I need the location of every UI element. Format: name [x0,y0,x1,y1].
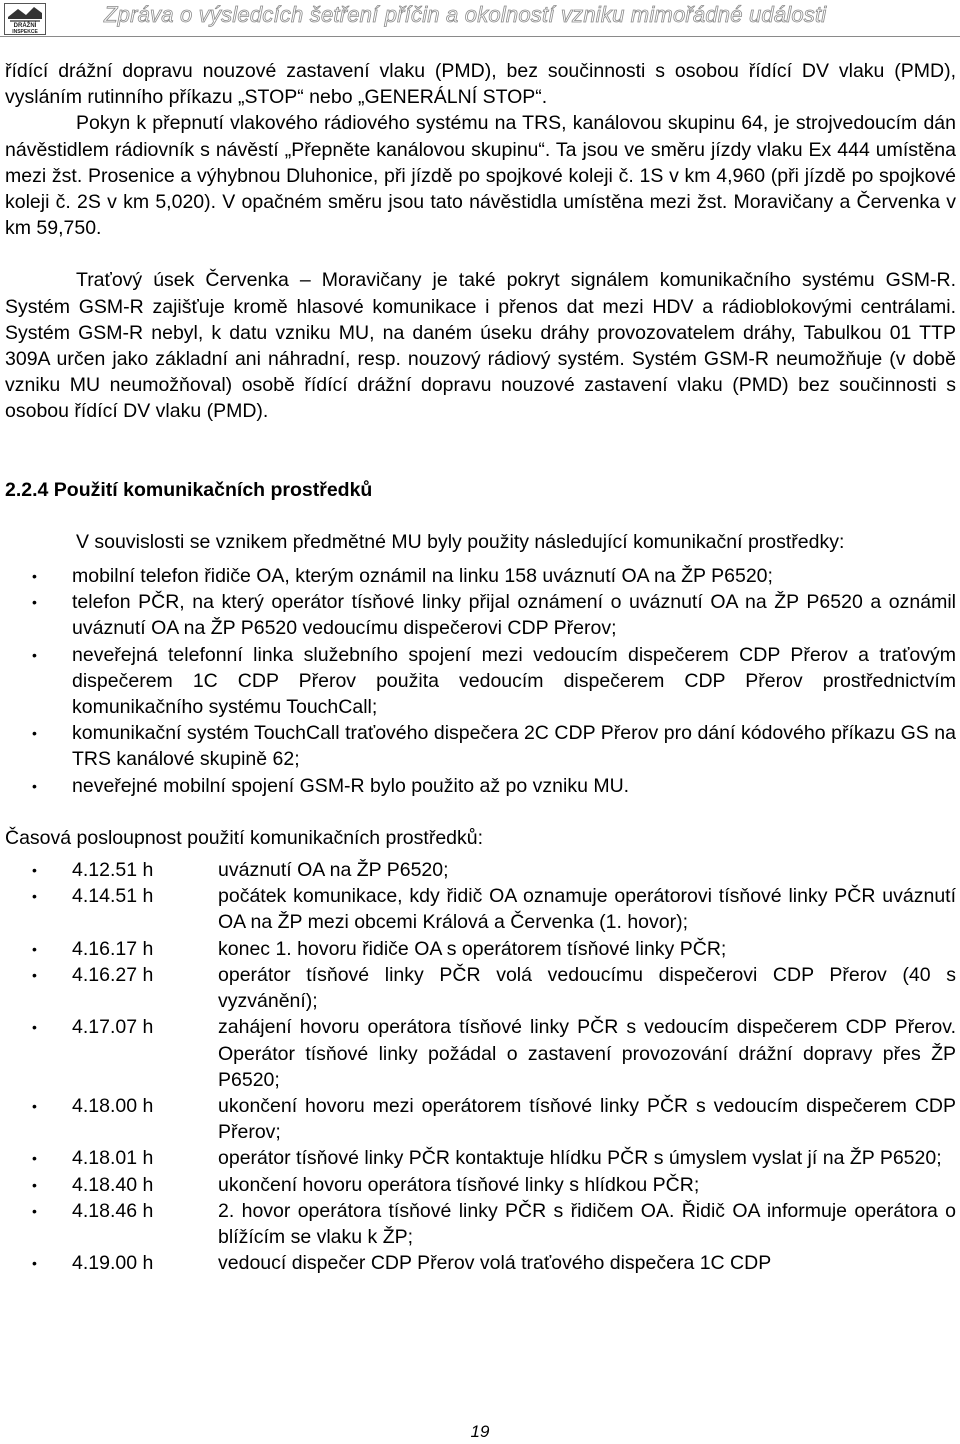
timeline-item [5,857,956,883]
list-item: • neveřejná telefonní linka služebního spojení mezi vedoucím dispečerem CDP Přerov a traťovým dispečerem 1C CDP Přerov použita vedoucím dispečerem CDP Přerov prostřednictvím komunikačního systému TouchCall; [5,642,956,721]
list-item: • telefon PČR, na který operátor tísňové linky přijal oznámení o uváznutí OA na ŽP P6520 a oznámil uváznutí OA na ŽP P6520 vedoucímu dispečerovi CDP Přerov; [5,589,956,641]
page-number: 19 [470,1422,490,1441]
timeline-time: • 4.18.46 h [72,1199,154,1222]
timeline-text: 2. hovor operátora tísňové linky PČR s řidičem OA. Řidič OA informuje operátora o blížícím se vlaku k ŽP; [218,1199,956,1248]
timeline-time: • 4.18.40 h [72,1173,154,1196]
timeline-text: ukončení hovoru operátora tísňové linky s hlídkou PČR; [218,1173,700,1196]
paragraph-3: Traťový úsek Červenka – Moravičany je také pokryt signálem komunikačního systému GSM-R. Systém GSM-R zajišťuje kromě hlasové komunikace i přenos dat mezi HDV a rádioblokovými centrálami. Systém GSM-R nebyl, k datu vzniku MU, na daném úseku dráhy provozovatelem dráhy, Tabulkou 01 TTP 309A určen jako základní ani náhradní, resp. nouzový rádiový systém. Systém GSM-R neumožňuje (v době vzniku MU neumožňoval) osobě řídící drážní dopravu nouzové zastavení vlaku (PMD) bez součinnosti s osobou řídící DV vlaku (PMD). [5,269,956,423]
header-divider [0,36,960,37]
timeline-list [5,857,956,1276]
timeline-text: zahájení hovoru operátora tísňové linky PČR s vedoucím dispečerem CDP Přerov. Operátor tísňové linky požádal o zastavení provozování drážní dopravy přes ŽP P6520; [218,1016,956,1091]
timeline-text: konec 1. hovoru řidiče OA s operátorem tísňové linky PČR; [218,937,727,960]
paragraph-4: V souvislosti se vznikem předmětné MU byly použity následující komunikační prostředky: [76,530,845,553]
timeline-text: uváznutí OA na ŽP P6520; [218,859,449,882]
timeline-time: • 4.17.07 h [72,1016,154,1039]
timeline-text: operátor tísňové linky PČR volá vedoucímu dispečerovi CDP Přerov (40 s vyzvánění); [218,963,956,1013]
page-content [5,58,956,1276]
means-list [5,563,956,799]
timeline-item [5,1198,956,1250]
timeline-time: • 4.12.51 h [72,859,154,882]
timeline-time: • 4.14.51 h [72,885,154,908]
svg-text:DRÁŽNÍ: DRÁŽNÍ [13,23,37,29]
section-heading: 2.2.4 Použití komunikačních prostředků [5,478,373,501]
timeline-time: • 4.16.27 h [72,963,154,986]
timeline-time: • 4.19.00 h [72,1252,154,1275]
list-item: • mobilní telefon řidiče OA, kterým oznámil na linku 158 uváznutí OA na ŽP P6520; [5,563,956,589]
paragraph-1: řídící drážní dopravu nouzové zastavení vlaku (PMD), bez součinnosti s osobou řídící DV vlaku (PMD), vysláním rutinního příkazu „STOP“ nebo „GENERÁLNÍ STOP“. [5,60,956,109]
page-header [0,0,960,38]
timeline-item [5,962,956,1014]
paragraph-2: Pokyn k přepnutí vlakového rádiového systému na TRS, kanálovou skupinu 64, je strojvedoucím dán návěstidlem rádiovník s návěstí „Přepněte kanálovou skupinu“. Ta jsou ve směru jízdy vlaku Ex 444 umístěna mezi žst. Prosenice a výhybnou Dluhonice, při jízdě po spojkové koleji č. 1S v km 4,960 (při jízdě po spojkové koleji č. 2S v km 5,020). V opačném směru jsou tato návěstidla umístěna mezi žst. Moravičany a Červenka v km 59,750. [5,112,956,240]
timeline-item [5,936,956,962]
timeline-item [5,1014,956,1093]
list-item: • komunikační systém TouchCall traťového dispečera 2C CDP Přerov pro dání kódového příkazu GS na TRS kanálové skupině 62; [5,720,956,772]
list-item: • neveřejné mobilní spojení GSM-R bylo použito až po vzniku MU. [5,773,956,799]
timeline-time: • 4.18.00 h [72,1094,154,1117]
timeline-item [5,1250,956,1276]
timeline-time: • 4.16.17 h [72,937,154,960]
header-title: Zpráva o výsledcích šetření příčin a okolností vzniku mimořádné události [104,2,827,27]
timeline-text: operátor tísňové linky PČR kontaktuje hlídku PČR s úmyslem vyslat jí na ŽP P6520; [218,1147,942,1170]
timeline-text: ukončení hovoru mezi operátorem tísňové linky PČR s vedoucím dispečerem CDP Přerov; [218,1094,956,1144]
svg-text:INSPEKCE: INSPEKCE [12,29,38,35]
drazni-inspekce-logo [4,3,46,35]
timeline-item [5,1093,956,1145]
timeline-text: počátek komunikace, kdy řidič OA oznamuje operátorovi tísňové linky PČR uváznutí OA na ŽP mezi obcemi Králová a Červenka (1. hovor); [218,885,956,934]
timeline-item [5,1145,956,1171]
timeline-time: • 4.18.01 h [72,1147,154,1170]
timeline-text: vedoucí dispečer CDP Přerov volá traťového dispečera 1C CDP [218,1252,772,1275]
paragraph-5: Časová posloupnost použití komunikačních prostředků: [5,826,484,849]
timeline-item [5,883,956,935]
timeline-item [5,1172,956,1198]
